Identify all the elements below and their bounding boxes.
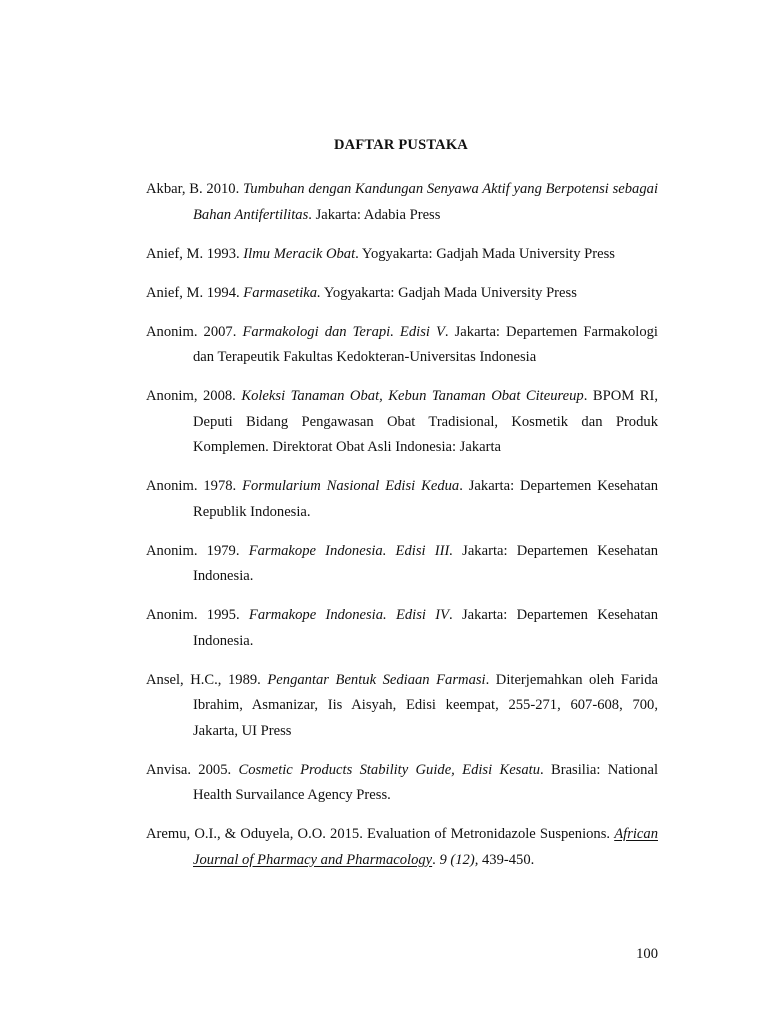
reference-author-year: Ansel, H.C., 1989. [146,671,268,688]
reference-title: Farmakope Indonesia. Edisi IV [248,607,450,623]
reference-publisher: Yogyakarta: Gadjah Mada University Press [320,284,577,301]
reference-separator: . [432,851,440,868]
reference-publisher: . Jakarta: Departemen Kesehatan Indonesia. [193,607,659,649]
reference-author-year: Anonim. 1978. [146,478,243,494]
reference-title: Farmakope Indonesia. Edisi III. [248,542,453,559]
reference-entry [146,281,658,307]
reference-publisher: . Jakarta: Adabia Press [308,206,441,223]
reference-entry [146,668,658,745]
reference-entry [146,603,658,654]
reference-pages: 439-450. [478,851,535,868]
reference-title: Formularium Nasional Edisi Kedua [242,478,460,494]
reference-journal: African Journal of Pharmacy and Pharmacology [193,826,658,868]
reference-author-year: Anvisa. 2005. [146,761,239,778]
reference-publisher: Jakarta: Departemen Kesehatan Indonesia. [193,542,658,584]
reference-title: Pengantar Bentuk Sediaan Farmasi [267,671,486,688]
reference-publisher: . Diterjemahkan oleh Farida Ibrahim, Asmanizar, Iis Aisyah, Edisi keempat, 255-271, 607-608, 700, Jakarta, UI Press [193,671,658,739]
reference-author-year: Anonim. 1979. [146,542,249,559]
reference-publisher: . Brasilia: National Health Survailance Agency Press. [193,761,658,803]
reference-entry [146,474,658,525]
reference-author-year: Anonim. 1995. [146,607,249,623]
reference-author-year: Anief, M. 1994. [146,284,244,301]
reference-title: Koleksi Tanaman Obat, Kebun Tanaman Obat Citeureup [241,388,584,404]
reference-author-year: Aremu, O.I., & Oduyela, O.O. 2015. Evaluation of Metronidazole Suspenions. [146,826,615,842]
reference-entry [146,822,658,873]
reference-entry [146,758,658,809]
reference-title: Ilmu Meracik Obat [243,245,356,262]
reference-title: Farmasetika. [243,284,321,301]
page-number: 100 [636,946,658,962]
reference-title: Cosmetic Products Stability Guide, Edisi Kesatu [238,761,541,778]
reference-author-year: Anief, M. 1993. [146,245,244,262]
reference-entry [146,539,658,590]
reference-entry [146,320,658,371]
reference-author-year: Anonim, 2008. [146,388,242,404]
reference-title: Tumbuhan dengan Kandungan Senyawa Aktif yang Berpotensi sebagai Bahan Antifertilitas [193,181,658,223]
reference-author-year: Akbar, B. 2010. [146,181,243,197]
page-title: DAFTAR PUSTAKA [334,137,468,153]
reference-entry [146,242,658,268]
reference-volume: 9 (12), [439,851,479,868]
reference-publisher: . Jakarta: Departemen Farmakologi dan Terapeutik Fakultas Kedokteran-Universitas Indonesia [193,323,658,365]
reference-entry [146,384,658,461]
reference-publisher: . BPOM RI, Deputi Bidang Pengawasan Obat Tradisional, Kosmetik dan Produk Komplemen. Direktorat Obat Asli Indonesia: Jakarta [193,388,658,455]
reference-publisher: . Jakarta: Departemen Kesehatan Republik Indonesia. [193,478,658,520]
reference-entry [146,177,658,228]
reference-publisher: . Yogyakarta: Gadjah Mada University Press [355,245,615,262]
reference-title: Farmakologi dan Terapi. Edisi V [242,323,445,340]
reference-list [146,177,658,887]
reference-author-year: Anonim. 2007. [146,323,243,340]
